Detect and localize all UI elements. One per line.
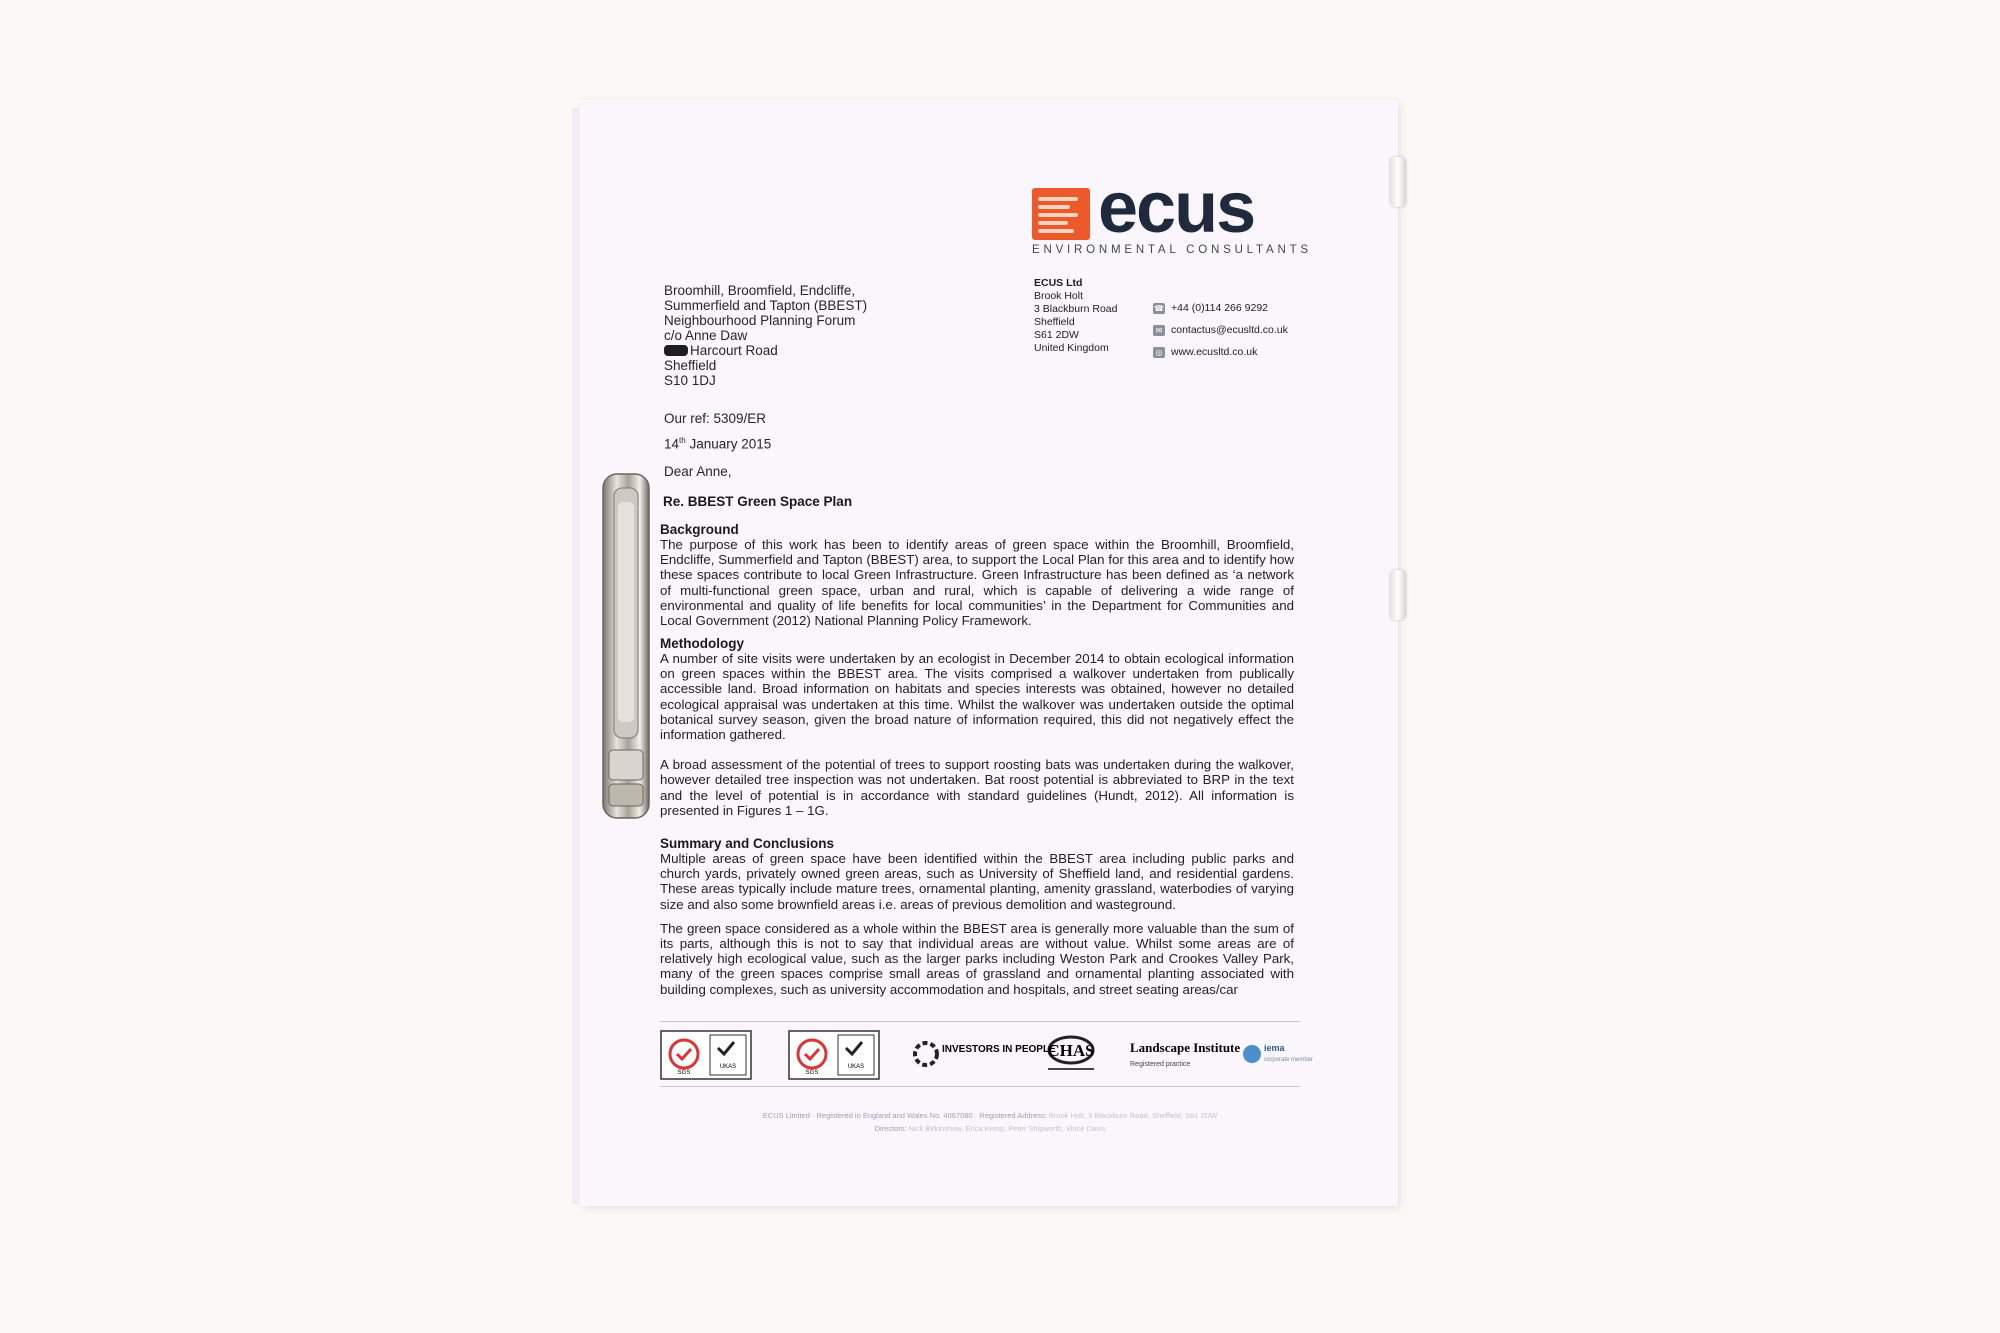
landscape-institute-logo xyxy=(1128,1030,1241,1080)
phone-number: +44 (0)114 266 9292 xyxy=(1171,302,1269,314)
section-heading: Methodology xyxy=(660,636,744,651)
binder-peg-top xyxy=(1390,157,1406,207)
phone-icon: ☎ xyxy=(1154,303,1164,313)
website: www.ecusltd.co.uk xyxy=(1171,346,1258,358)
redaction-mark xyxy=(664,345,688,356)
divider xyxy=(660,1086,1300,1087)
company-name: ECUS Ltd xyxy=(1034,277,1083,289)
email-address: contactus@ecusltd.co.uk xyxy=(1171,324,1288,336)
recipient-line: Neighbourhood Planning Forum xyxy=(664,313,856,328)
salutation: Dear Anne, xyxy=(664,464,732,479)
iema-logo xyxy=(1240,1030,1314,1080)
ukas-label: UKAS xyxy=(847,1064,865,1070)
footer-directors-label: Directors: xyxy=(874,1124,907,1133)
ecus-logo xyxy=(1032,168,1312,256)
iema-sublabel: corporate member xyxy=(1264,1057,1314,1063)
sgs-label: SGS xyxy=(677,1070,691,1076)
methodology-section xyxy=(660,636,1294,818)
subject-line: Re. BBEST Green Space Plan xyxy=(663,494,853,509)
paragraph: Multiple areas of green space have been identified within the BBEST area including public parks and church yards, privately owned green areas, such as University of Sheffield land, and residential gardens. These areas typically include mature trees, ornamental planting, amenity grassland, waterbodies of varying size and also some brownfield areas i.e. areas of previous demolition and wasteground. xyxy=(660,851,1294,912)
summary-section xyxy=(660,836,1294,997)
company-address-line: 3 Blackburn Road xyxy=(1034,303,1118,315)
ukas-label: UKAS xyxy=(719,1064,737,1070)
email-icon: ✉ xyxy=(1153,325,1165,336)
background-section xyxy=(660,522,1294,628)
company-address-line: United Kingdom xyxy=(1034,342,1109,354)
iip-label: INVESTORS IN PEOPLE xyxy=(942,1044,1056,1055)
ecus-logo-icon xyxy=(1032,188,1090,240)
letter-date xyxy=(664,433,771,452)
recipient-line: Broomhill, Broomfield, Endcliffe, xyxy=(664,283,856,298)
accreditation-badges xyxy=(660,1030,1314,1080)
landscape-label: Landscape Institute xyxy=(1130,1040,1241,1055)
recipient-line: S10 1DJ xyxy=(664,373,716,388)
paragraph: A number of site visits were undertaken by an ecologist in December 2014 to obtain ecological information on green spaces within the BBEST area. The visits comprised a walkover undertaken from publically accessible land. Broad information on habitats and species interests was obtained, however no detailed ecological appraisal was undertaken at this time. Whilst the walkover was undertaken outside the optimal botanical survey season, given the broad nature of information required, this did not negatively effect the information gathered. xyxy=(660,651,1294,743)
company-address xyxy=(1034,277,1117,355)
divider xyxy=(660,1021,1300,1022)
company-address-line: S61 2DW xyxy=(1034,329,1079,341)
landscape-sublabel: Registered practice xyxy=(1130,1061,1191,1068)
binder-peg-bottom xyxy=(1390,570,1406,620)
paragraph: The purpose of this work has been to identify areas of green space within the Broomhill, Broomfield, Endcliffe, Summerfield and Tapton (BBEST) area, to support the Local Plan for this area and to identify how these spaces contribute to local Green Infrastructure. Green Infrastructure has been defined as ‘a network of multi-functional green space, urban and rural, which is capable of delivering a wide range of environmental and quality of life benefits for local communities’ in the Department for Communities and Local Government (2012) National Planning Policy Framework. xyxy=(660,537,1294,629)
sgs-ukas-badge-2 xyxy=(788,1030,880,1080)
recipient-line: Harcourt Road xyxy=(690,343,778,358)
footer-directors xyxy=(600,1124,1380,1133)
sgs-ukas-badge-1 xyxy=(660,1030,752,1080)
investors-in-people-logo xyxy=(910,1030,1056,1080)
recipient-line: Sheffield xyxy=(664,358,717,373)
recipient-address xyxy=(664,283,924,388)
date-rest: January 2015 xyxy=(685,436,772,452)
iema-label: iema xyxy=(1264,1043,1285,1053)
sgs-label: SGS xyxy=(805,1070,819,1076)
web-icon: ◎ xyxy=(1153,347,1165,358)
reference: Our ref: 5309/ER xyxy=(664,411,767,426)
paragraph: The green space considered as a whole within the BBEST area is generally more valuable than the sum of its parts, although this is not to say that individual areas are without value. Whilst some areas are of relatively high ecological value, such as the larger parks including Weston Park and Crookes Valley Park, many of the green spaces comprise small areas of grassland and ornamental planting associated with building complexes, such as university accommodation and hospitals, and street seating areas/car xyxy=(660,920,1294,997)
recipient-line: c/o Anne Daw xyxy=(664,328,748,343)
company-address-line: Brook Holt xyxy=(1034,290,1084,302)
logo-wordmark: ecus xyxy=(1098,168,1255,248)
footer-registered-address: Brook Holt, 3 Blackburn Road, Sheffield, S61 2DW xyxy=(1048,1111,1218,1120)
binder-clip xyxy=(599,472,653,822)
footer-registration-label: ECUS Limited · Registered in England and Wales No. 4067080 · Registered Address: xyxy=(762,1111,1047,1120)
section-heading: Background xyxy=(660,522,739,537)
date-day: 14 xyxy=(664,436,680,452)
footer-directors-names: Nick Birkinshaw, Erica Kemp, Peter Shipworth, Vince Davis xyxy=(908,1124,1106,1133)
company-contact xyxy=(1153,297,1288,363)
date-suffix: th xyxy=(679,436,686,445)
footer-registration xyxy=(600,1111,1380,1120)
section-heading: Summary and Conclusions xyxy=(660,836,835,851)
paragraph: A broad assessment of the potential of trees to support roosting bats was undertaken during the walkover, however detailed tree inspection was not undertaken. Bat roost potential is abbreviated to BRP in the text and the level of potential is in accordance with standard guidelines (Hundt, 2012). All information is presented in Figures 1 – 1G. xyxy=(660,757,1294,818)
company-address-line: Sheffield xyxy=(1034,316,1075,328)
logo-tagline: ENVIRONMENTAL CONSULTANTS xyxy=(1032,244,1312,256)
chas-label: CHAS xyxy=(1047,1041,1095,1060)
recipient-line: Summerfield and Tapton (BBEST) xyxy=(664,298,868,313)
chas-logo xyxy=(1036,1030,1106,1080)
